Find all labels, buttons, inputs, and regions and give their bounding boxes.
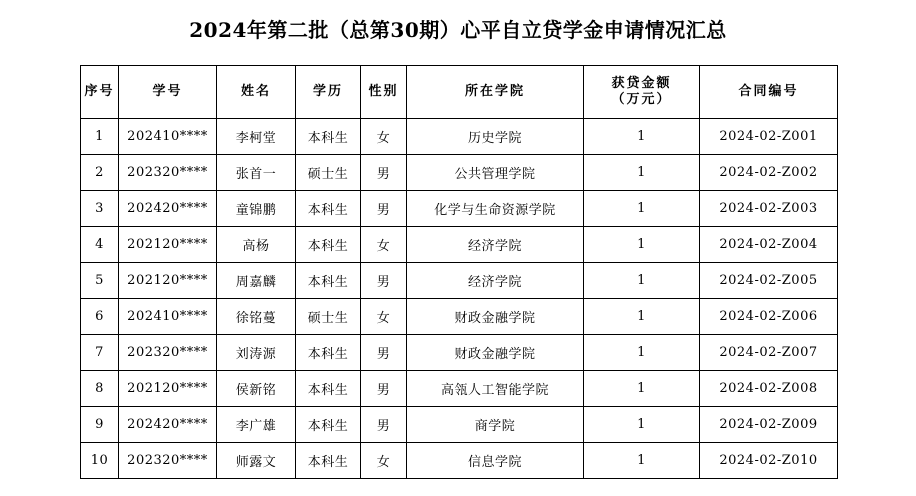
header-student-id: 学号 bbox=[119, 66, 217, 119]
cell-contract: 2024-02-Z007 bbox=[700, 335, 838, 371]
header-gender: 性别 bbox=[361, 66, 407, 119]
cell-student-id: 202120**** bbox=[119, 227, 217, 263]
cell-index: 2 bbox=[81, 155, 119, 191]
cell-amount: 1 bbox=[584, 443, 700, 479]
table-header bbox=[81, 66, 838, 119]
cell-college: 高瓴人工智能学院 bbox=[407, 371, 584, 407]
cell-gender: 女 bbox=[361, 299, 407, 335]
cell-student-id: 202120**** bbox=[119, 263, 217, 299]
cell-index: 1 bbox=[81, 119, 119, 155]
cell-student-id: 202420**** bbox=[119, 407, 217, 443]
cell-name: 张首一 bbox=[217, 155, 296, 191]
header-amount-line2: （万元） bbox=[611, 92, 672, 107]
header-amount-text bbox=[611, 76, 671, 108]
cell-degree: 本科生 bbox=[296, 371, 361, 407]
cell-name: 师露文 bbox=[217, 443, 296, 479]
cell-index: 10 bbox=[81, 443, 119, 479]
header-name: 姓名 bbox=[217, 66, 296, 119]
header-row bbox=[81, 66, 838, 119]
cell-amount: 1 bbox=[584, 263, 700, 299]
cell-college: 信息学院 bbox=[407, 443, 584, 479]
cell-gender: 女 bbox=[361, 119, 407, 155]
cell-name: 高杨 bbox=[217, 227, 296, 263]
cell-student-id: 202420**** bbox=[119, 191, 217, 227]
cell-index: 9 bbox=[81, 407, 119, 443]
cell-amount: 1 bbox=[584, 155, 700, 191]
cell-gender: 男 bbox=[361, 407, 407, 443]
cell-gender: 女 bbox=[361, 227, 407, 263]
cell-gender: 男 bbox=[361, 155, 407, 191]
cell-student-id: 202410**** bbox=[119, 299, 217, 335]
cell-degree: 本科生 bbox=[296, 263, 361, 299]
page-title: 2024年第二批（总第30期）心平自立贷学金申请情况汇总 bbox=[189, 18, 727, 42]
cell-college: 财政金融学院 bbox=[407, 299, 584, 335]
cell-gender: 女 bbox=[361, 443, 407, 479]
header-contract: 合同编号 bbox=[700, 66, 838, 119]
cell-gender: 男 bbox=[361, 371, 407, 407]
cell-student-id: 202320**** bbox=[119, 155, 217, 191]
header-degree: 学历 bbox=[296, 66, 361, 119]
cell-index: 8 bbox=[81, 371, 119, 407]
cell-student-id: 202320**** bbox=[119, 443, 217, 479]
cell-name: 侯新铭 bbox=[217, 371, 296, 407]
cell-gender: 男 bbox=[361, 263, 407, 299]
header-amount-line1: 获贷金额 bbox=[611, 76, 672, 91]
cell-degree: 本科生 bbox=[296, 191, 361, 227]
cell-contract: 2024-02-Z001 bbox=[700, 119, 838, 155]
cell-index: 3 bbox=[81, 191, 119, 227]
cell-college: 商学院 bbox=[407, 407, 584, 443]
table-row bbox=[81, 263, 838, 299]
cell-index: 6 bbox=[81, 299, 119, 335]
cell-name: 李柯堂 bbox=[217, 119, 296, 155]
cell-index: 5 bbox=[81, 263, 119, 299]
cell-student-id: 202320**** bbox=[119, 335, 217, 371]
table-row bbox=[81, 119, 838, 155]
cell-contract: 2024-02-Z002 bbox=[700, 155, 838, 191]
cell-college: 公共管理学院 bbox=[407, 155, 584, 191]
cell-gender: 男 bbox=[361, 191, 407, 227]
table-body bbox=[81, 119, 838, 479]
cell-college: 财政金融学院 bbox=[407, 335, 584, 371]
cell-contract: 2024-02-Z009 bbox=[700, 407, 838, 443]
cell-contract: 2024-02-Z008 bbox=[700, 371, 838, 407]
header-college: 所在学院 bbox=[407, 66, 584, 119]
cell-college: 经济学院 bbox=[407, 263, 584, 299]
cell-degree: 硕士生 bbox=[296, 299, 361, 335]
cell-college: 化学与生命资源学院 bbox=[407, 191, 584, 227]
cell-amount: 1 bbox=[584, 227, 700, 263]
cell-degree: 本科生 bbox=[296, 119, 361, 155]
header-index: 序号 bbox=[81, 66, 119, 119]
cell-contract: 2024-02-Z005 bbox=[700, 263, 838, 299]
loan-summary-table bbox=[80, 65, 838, 479]
cell-name: 童锦鹏 bbox=[217, 191, 296, 227]
cell-amount: 1 bbox=[584, 371, 700, 407]
cell-amount: 1 bbox=[584, 335, 700, 371]
cell-college: 历史学院 bbox=[407, 119, 584, 155]
cell-contract: 2024-02-Z004 bbox=[700, 227, 838, 263]
table-row bbox=[81, 335, 838, 371]
cell-student-id: 202410**** bbox=[119, 119, 217, 155]
cell-index: 7 bbox=[81, 335, 119, 371]
cell-college: 经济学院 bbox=[407, 227, 584, 263]
cell-contract: 2024-02-Z003 bbox=[700, 191, 838, 227]
cell-contract: 2024-02-Z006 bbox=[700, 299, 838, 335]
cell-name: 刘涛源 bbox=[217, 335, 296, 371]
cell-name: 李广雄 bbox=[217, 407, 296, 443]
table-row bbox=[81, 155, 838, 191]
cell-name: 徐铭蔓 bbox=[217, 299, 296, 335]
cell-amount: 1 bbox=[584, 191, 700, 227]
cell-degree: 硕士生 bbox=[296, 155, 361, 191]
table-row bbox=[81, 407, 838, 443]
table-row bbox=[81, 191, 838, 227]
cell-amount: 1 bbox=[584, 119, 700, 155]
cell-contract: 2024-02-Z010 bbox=[700, 443, 838, 479]
table-row bbox=[81, 443, 838, 479]
cell-name: 周嘉麟 bbox=[217, 263, 296, 299]
table-row bbox=[81, 299, 838, 335]
cell-gender: 男 bbox=[361, 335, 407, 371]
cell-degree: 本科生 bbox=[296, 335, 361, 371]
header-amount bbox=[584, 66, 700, 119]
table-row bbox=[81, 371, 838, 407]
cell-amount: 1 bbox=[584, 407, 700, 443]
cell-degree: 本科生 bbox=[296, 443, 361, 479]
cell-degree: 本科生 bbox=[296, 407, 361, 443]
table-row bbox=[81, 227, 838, 263]
cell-index: 4 bbox=[81, 227, 119, 263]
cell-amount: 1 bbox=[584, 299, 700, 335]
cell-degree: 本科生 bbox=[296, 227, 361, 263]
cell-student-id: 202120**** bbox=[119, 371, 217, 407]
